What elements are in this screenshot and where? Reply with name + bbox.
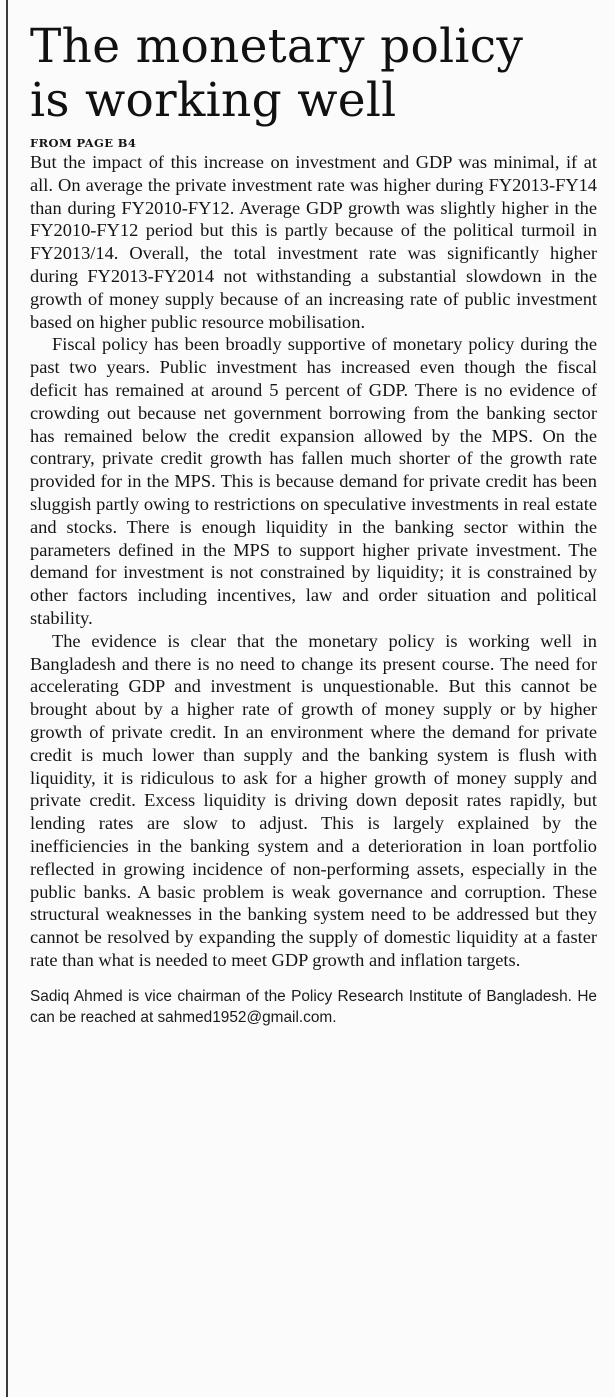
article-body [30,151,597,972]
headline-line-2: is working well [30,73,397,128]
headline [30,20,597,128]
paragraph-1: But the impact of this increase on investment and GDP was minimal, if at all. On average the private investment rate was higher during FY2013-FY14 than during FY2010-FY12. Average GDP growth was slightly higher in the FY2010-FY12 period but this is partly because of the political turmoil in FY2013/14. Overall, the total investment rate was significantly higher during FY2013-FY2014 not withstanding a substantial slowdown in the growth of money supply because of an increasing rate of public investment based on higher public resource mobilisation. [30,152,597,332]
paragraph-3: The evidence is clear that the monetary policy is working well in Bangladesh and there is no need to change its present course. The need for accelerating GDP and investment is unquestionable. But this cannot be brought about by a higher rate of growth of money supply or by higher growth of private credit. In an environment where the demand for private credit is much lower than supply and the banking system is flush with liquidity, it is ridiculous to ask for a higher growth of money supply and private credit. Excess liquidity is driving down deposit rates rapidly, but lending rates are slow to adjust. This is largely explained by the inefficiencies in the banking system and a deterioration in loan portfolio reflected in growing incidence of non-performing assets, especially in the public banks. A basic problem is weak governance and corruption. These structural weaknesses in the banking system need to be addressed but they cannot be resolved by expanding the supply of domestic liquidity at a faster rate than what is needed to meet GDP growth and inflation targets. [30,630,597,970]
column-rule [6,0,8,1397]
continued-from-label: FROM PAGE B4 [30,136,137,150]
headline-line-1: The monetary policy [30,19,524,74]
paragraph-2: Fiscal policy has been broadly supportive of monetary policy during the past two years. Public investment has increased even though the fiscal deficit has remained at around 5 percent of GDP. There is no evidence of crowding out because net government borrowing from the banking sector has remained below the credit expansion allowed by the MPS. On the contrary, private credit growth has fallen much shorter of the growth rate provided for in the MPS. This is because demand for private credit has been sluggish partly owing to restrictions on speculative investments in real estate and stocks. There is enough liquidity in the banking sector within the parameters defined in the MPS to support higher private investment. The demand for investment is not constrained by liquidity; it is constrained by other factors including incentives, law and order situation and political stability. [30,334,597,628]
author-byline: Sadiq Ahmed is vice chairman of the Policy Research Institute of Bangladesh. He can be reached at sahmed1952@gmail.com. [30,987,597,1026]
